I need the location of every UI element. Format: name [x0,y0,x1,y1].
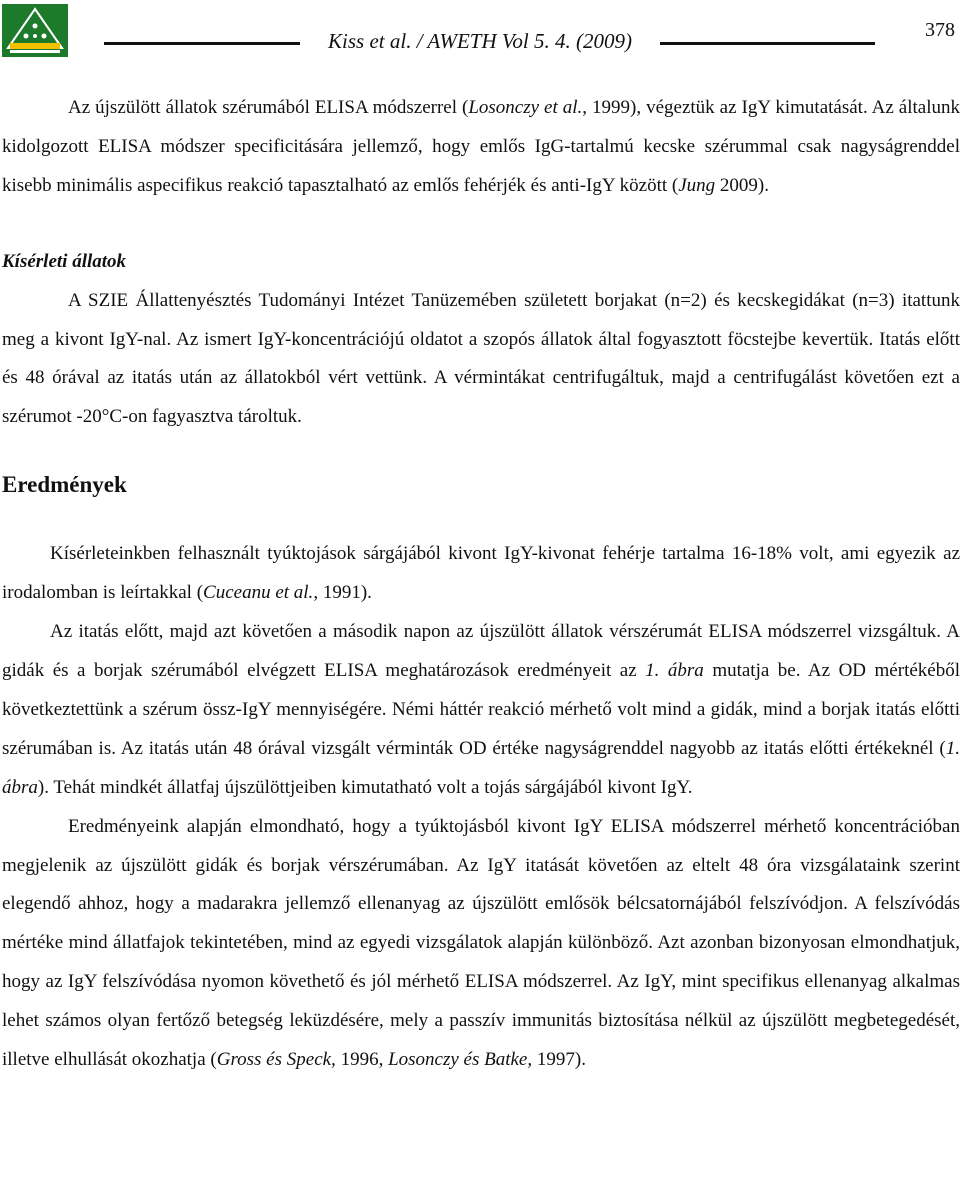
methods-heading: Kísérleti állatok [2,250,127,272]
results-paragraph-3 [2,808,960,1080]
results-p2-text-3: ). Tehát mindkét állatfaj újszülöttjeiben kimutatható volt a tojás sárgájából kivont IgY. [37,776,693,798]
results-p1-text-2: , 1991). [313,582,372,604]
spacer [2,206,960,243]
results-p3-text-2: 1996, [335,1049,389,1071]
header-rule-right [660,42,875,45]
intro-citation-2: Jung [678,174,716,196]
aweth-logo-icon [2,4,68,57]
results-p1-text-1: Kísérleteinkben felhasznált tyúktojások sárgájából kivont IgY-kivonat fehérje tartalma 16-18% volt, ami egyezik az irodalomban is leírtakkal ( [2,543,960,604]
page-header [0,0,960,70]
results-p3-citation-2: Losonczy és Batke, [388,1049,533,1071]
results-p1-citation: Cuceanu et al. [203,582,314,604]
results-p3-text-1: Eredményeink alapján elmondható, hogy a tyúktojásból kivont IgY ELISA módszerrel mérhető koncentrációban megjelenik az újszülött gidák és borjak vérszérumában. Az IgY itatását követően az eltelt 48 óra vizsgálataink szerint elegendő ahhoz, hogy a madarakra jellemző ellenanyag az újszülött emlősök bélcsatornájából felszívódjon. A felszívódás mértéke mind állatfajok tekintetében, mind az egyedi vizsgálatok alapján különböző. Azt azonban bizonyosan elmondhatjuk, hogy az IgY felszívódása nyomon követhető és jól mérhető ELISA módszerrel. Az IgY, mint specifikus ellenanyag alkalmas lehet számos olyan fertőző betegség leküzdésére, mely a passzív immunitás biztosítása nélkül az újszülött megbetegedését, illetve elhullását okozhatja ( [2,815,960,1071]
intro-text-2: , 1999), végeztük az IgY kimutatását. Az általunk kidolgozott ELISA módszer specificitására jellemző, hogy emlős IgG-tartalmú kecske szérummal csak nagyságrenddel kisebb minimális aspecifikus reakció tapasztalható az emlős fehérjék és anti-IgY között ( [2,97,960,196]
header-rule-left [104,42,300,45]
intro-citation-1: Losonczy et al. [468,97,583,118]
page-number: 378 [925,19,955,41]
intro-text-3: 2009). [715,174,769,196]
results-p2-text-2: mutatja be. Az OD mértékéből következtettünk a szérum össz-IgY mennyiségére. Némi háttér reakció mérhető volt mind a gidák, mind a borjak itatás előtti szérumában is. Az itatás után 48 órával vizsgált vérminták OD értéke nagyságrenddel nagyobb az itatás előtti értékeknél ( [2,659,960,759]
journal-title: Kiss et al. / AWETH Vol 5. 4. (2009) [328,29,632,53]
page-content [2,89,960,1080]
intro-text-1: Az újszülött állatok szérumából ELISA módszerrel ( [68,97,469,118]
results-p2-figure-ref-2: 1. ábra [2,737,960,798]
results-p3-citation-1: Gross és Speck, [216,1049,336,1071]
results-p2-text-1: Az itatás előtt, majd azt követően a második napon az újszülött állatok vérszérumát ELISA módszerrel vizsgáltuk. A gidák és a borjak szérumából elvégzett ELISA meghatározások eredményeit az [2,621,960,681]
results-p3-text-3: 1997). [532,1049,586,1071]
spacer [2,437,960,465]
methods-paragraph: A SZIE Állattenyésztés Tudományi Intézet Tanüzemében született borjakat (n=2) és kecskegidákat (n=3) itattunk meg a kivont IgY-nal. Az ismert IgY-koncentrációjú oldatot a szopós állatok által fogyasztott föcstejbe kevertük. Itatás előtt és 48 órával az itatás után az állatokból vért vettünk. A vérmintákat centrifugáltuk, majd a centrifugálást követően ezt a szérumot -20°C-on fagyasztva tároltuk. [2,289,960,428]
results-paragraph-1 [2,535,960,613]
intro-paragraph [2,89,960,206]
spacer [2,505,960,535]
results-heading: Eredmények [2,472,127,498]
results-paragraph-2 [2,613,960,808]
results-p2-figure-ref-1: 1. ábra [645,659,704,681]
